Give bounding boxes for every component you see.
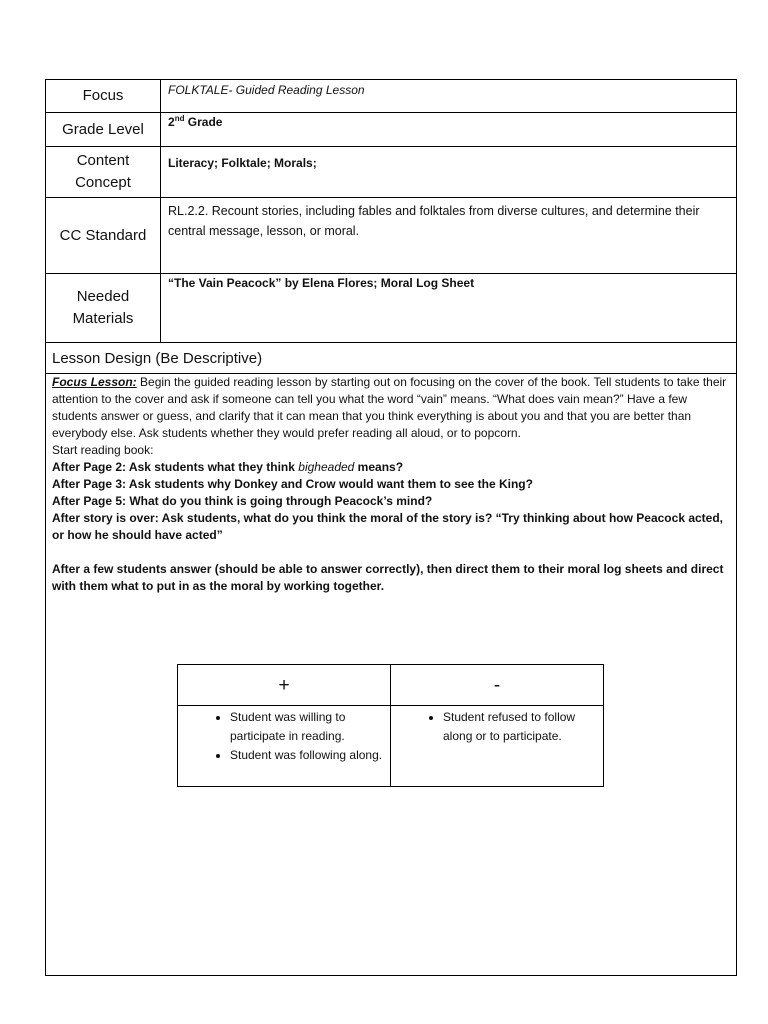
plus-header: +	[178, 665, 391, 706]
grade-suffix: nd	[174, 114, 185, 123]
focus-value: FOLKTALE- Guided Reading Lesson	[168, 83, 365, 97]
focus-row	[46, 80, 736, 113]
needed-materials-row	[46, 274, 736, 343]
lesson-design-heading: Lesson Design (Be Descriptive)	[52, 350, 263, 367]
cc-standard-label: CC Standard	[46, 198, 161, 273]
after-page-2-line	[52, 459, 730, 476]
lesson-plan-form	[45, 79, 737, 976]
after-page-2-end: means?	[354, 460, 404, 474]
needed-materials-label: Needed Materials	[46, 274, 161, 342]
grade-level-label: Grade Level	[46, 113, 161, 146]
evaluation-table	[177, 664, 604, 787]
start-reading-line: Start reading book:	[52, 443, 154, 457]
bigheaded-word: bigheaded	[298, 460, 355, 474]
minus-item: • Student refused to follow along or to participate.	[443, 708, 597, 746]
after-page-5-line: After Page 5: What do you think is going through Peacock’s mind?	[52, 494, 433, 508]
content-concept-value: Literacy; Folktale; Morals;	[168, 156, 317, 170]
grade-number: 2	[168, 115, 175, 129]
grade-word: Grade	[184, 115, 223, 129]
content-concept-row	[46, 147, 736, 198]
cc-standard-row	[46, 198, 736, 274]
after-page-3-line: After Page 3: Ask students why Donkey and Crow would want them to see the King?	[52, 477, 533, 491]
minus-cell	[391, 706, 604, 787]
focus-lesson-label: Focus Lesson:	[52, 375, 137, 389]
minus-header: -	[391, 665, 604, 706]
focus-lesson-text: Begin the guided reading lesson by starting out on focusing on the cover of the book. Tell students to take their attention to the cover and ask if someone can tell you what the word “vain” means. “What does vain mean?” Have a few students answer or guess, and clarify that it can mean that you think everything is about you and that you are better than everybody else. Ask students whether they would prefer reading all aloud, or to popcorn.	[52, 375, 727, 440]
grade-level-row	[46, 113, 736, 147]
content-concept-label: Content Concept	[46, 147, 161, 197]
needed-materials-value: “The Vain Peacock” by Elena Flores; Moral Log Sheet	[168, 276, 475, 290]
focus-label: Focus	[46, 80, 161, 112]
cc-standard-value: RL.2.2. Recount stories, including fables and folktales from diverse cultures, and determine their central message, lesson, or moral.	[168, 204, 700, 238]
after-story-line: After story is over: Ask students, what do you think the moral of the story is? “Try thinking about how Peacock acted, or how he should have acted”	[52, 511, 724, 542]
after-page-2-text: After Page 2: Ask students what they think	[52, 460, 299, 474]
focus-lesson-paragraph	[52, 374, 730, 442]
lesson-design-body	[52, 374, 730, 595]
plus-cell	[178, 706, 391, 787]
plus-item: • Student was following along.	[230, 746, 384, 765]
plus-item: • Student was willing to participate in reading.	[230, 708, 384, 746]
grade-level-value	[168, 112, 730, 132]
after-students-answer-line: After a few students answer (should be able to answer correctly), then direct them to their moral log sheets and direct with them what to put in as the moral by working together.	[52, 562, 724, 593]
